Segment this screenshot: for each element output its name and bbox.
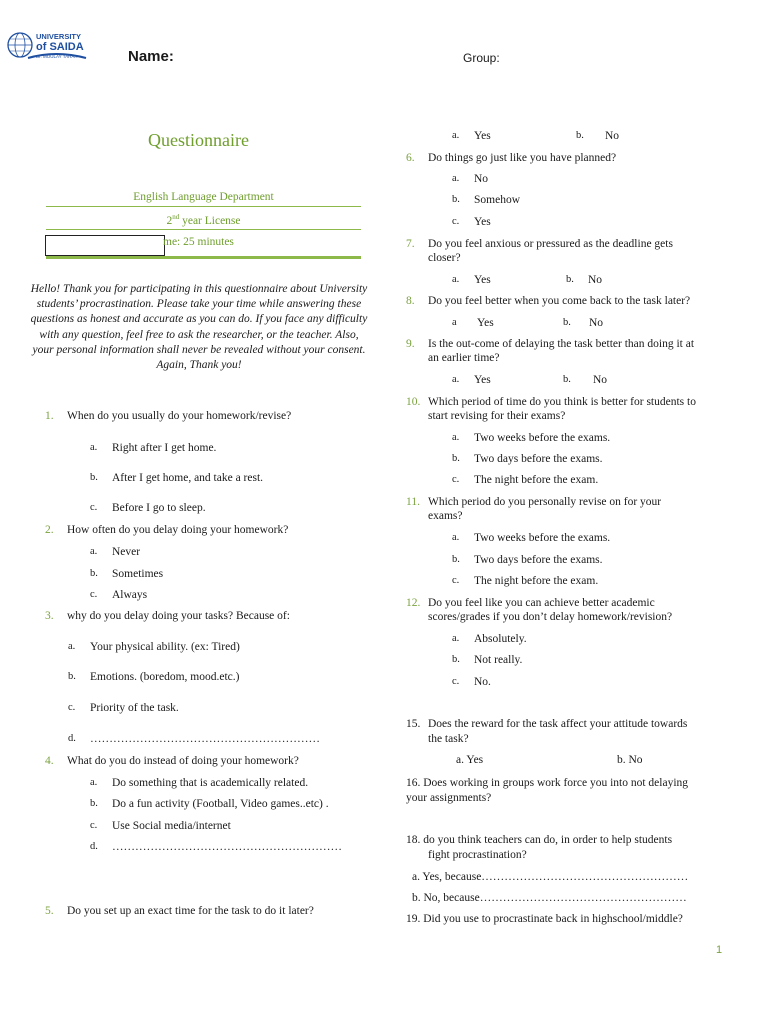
logo-line2: of SAIDA	[36, 41, 84, 53]
divider	[46, 256, 361, 259]
question-7-cont: closer?	[428, 252, 461, 264]
question-18-cont: fight procrastination?	[428, 849, 527, 861]
logo-line3: Dr. MOULAY TAHAR	[36, 54, 78, 59]
answer-line[interactable]: a. Yes, because………………………………………………	[412, 871, 689, 883]
intro-paragraph: Hello! Thank you for participating in this questionnaire about University students’ procrastination. Please take your time while answering these questions as honest and accurate as you can do. If you face any difficulty with any question, feel free to ask the researcher, or the teacher. Also, your personal information shall never be revealed without your consent. Again, Thank you!	[30, 283, 368, 372]
question-16: 16. Does working in groups work force you into not delaying	[406, 777, 689, 789]
name-label: Name:	[128, 48, 174, 65]
answer-line[interactable]: b. No, because………………………………………………	[412, 892, 687, 904]
question-15-cont: the task?	[428, 733, 469, 745]
divider	[46, 206, 361, 207]
question-12-cont: scores/grades if you don’t delay homework/revision?	[428, 611, 673, 623]
year-label: 2nd year License	[166, 213, 241, 227]
page-title: Questionnaire	[148, 130, 249, 150]
option[interactable]: b. No	[617, 754, 643, 766]
department-label: English Language Department	[133, 191, 274, 203]
time-label: me: 25 minutes	[163, 236, 234, 248]
page-number: 1	[716, 944, 723, 956]
question-10-cont: start revising for their exams?	[428, 410, 566, 422]
divider	[46, 229, 361, 230]
university-logo	[6, 28, 88, 68]
question-16-cont: your assignments?	[406, 792, 492, 804]
option[interactable]: a. Yes	[456, 754, 484, 766]
logo-line1: UNIVERSITY	[36, 32, 82, 41]
question-11-cont: exams?	[428, 510, 463, 522]
question-18: 18. do you think teachers can do, in order to help students	[406, 834, 673, 846]
redaction-box	[45, 235, 165, 256]
question-19: 19. Did you use to procrastinate back in highschool/middle?	[406, 913, 683, 925]
group-label: Group:	[463, 51, 500, 65]
question-9-cont: an earlier time?	[428, 352, 500, 364]
